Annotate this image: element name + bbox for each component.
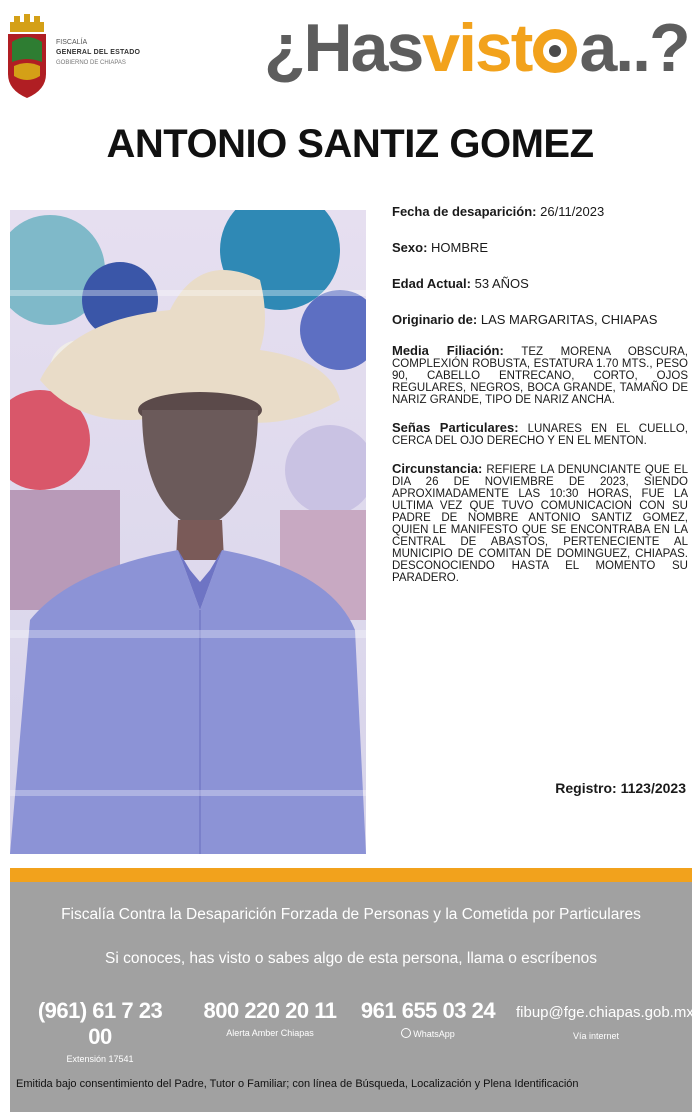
field-value: TEZ MORENA OBSCURA, COMPLEXIÓN ROBUSTA, ESTATURA 1.70 MTS., PESO 90, CABELLO ENTRECANO, CORTO, OJOS REGULARES, NEGROS, BOCA GRANDE, TAMAÑO DE NARIZ GRANDE, TIPO DE NARIZ ANCHA. xyxy=(392,346,688,406)
contact-sub: WhatsApp xyxy=(413,1029,455,1039)
contact-main: 800 220 20 11 xyxy=(203,998,337,1023)
contact-main: fibup@fge.chiapas.gob.mx xyxy=(516,1004,694,1021)
field-media-filiacion xyxy=(392,345,688,406)
chiapas-seal-icon xyxy=(4,12,50,100)
contact-main: (961) 61 7 23 00 xyxy=(37,998,163,1049)
field-originario xyxy=(392,313,688,327)
photo-illustration xyxy=(10,210,366,854)
field-value: 53 AÑOS xyxy=(474,276,529,291)
person-name: ANTONIO SANTIZ GOMEZ xyxy=(106,122,594,166)
field-senas xyxy=(392,422,688,447)
has-visto-logo xyxy=(264,8,694,88)
field-value: 26/11/2023 xyxy=(540,204,605,219)
contact-phone-amber[interactable] xyxy=(200,998,340,1038)
accent-bar xyxy=(10,868,692,882)
agency-line-3: GOBIERNO DE CHIAPAS xyxy=(56,60,126,66)
field-circunstancia xyxy=(392,463,688,584)
field-label: Circunstancia: xyxy=(392,461,483,476)
contact-sub: Extensión 17541 xyxy=(66,1054,134,1064)
agency-name xyxy=(56,38,140,68)
field-value: LAS MARGARITAS, CHIAPAS xyxy=(480,312,658,327)
contact-whatsapp[interactable] xyxy=(358,998,498,1039)
contact-sub-wrap xyxy=(358,1028,498,1039)
contact-main: 961 655 03 24 xyxy=(360,998,496,1023)
info-panel xyxy=(392,205,688,598)
field-edad xyxy=(392,277,688,291)
footer-call-to-action: Si conoces, has visto o sabes algo de esta persona, llama o escríbenos xyxy=(105,950,597,967)
field-value: LUNARES EN EL CUELLO, CERCA DEL OJO DERECHO Y EN EL MENTON. xyxy=(392,423,688,447)
field-fecha xyxy=(392,205,688,219)
logo-part-1: ¿Has xyxy=(264,10,423,86)
eye-icon xyxy=(533,29,577,73)
field-label: Media Filiación: xyxy=(392,343,504,358)
field-label: Originario de: xyxy=(392,312,478,327)
disclaimer: Emitida bajo consentimiento del Padre, Tutor o Familiar; con línea de Búsqueda, Localización y Plena Identificación xyxy=(16,1078,579,1090)
contact-sub: Vía internet xyxy=(572,1031,620,1041)
footer xyxy=(10,868,692,1112)
field-label: Sexo: xyxy=(392,240,428,255)
logo-part-3: a..? xyxy=(579,10,689,86)
whatsapp-icon xyxy=(401,1028,411,1038)
field-label: Edad Actual: xyxy=(392,276,471,291)
footer-agency-title: Fiscalía Contra la Desaparición Forzada de Personas y la Cometida por Particulares xyxy=(61,906,641,923)
contact-sub: Alerta Amber Chiapas xyxy=(226,1028,314,1038)
contact-email[interactable] xyxy=(516,1004,694,1041)
header xyxy=(0,0,700,110)
field-label: Fecha de desaparición: xyxy=(392,204,537,219)
field-label: Señas Particulares: xyxy=(392,420,519,435)
field-value: REFIERE LA DENUNCIANTE QUE EL DIA 26 DE NOVIEMBRE DE 2023, SIENDO APROXIMADAMENTE LAS 10:30 HORAS, FUE LA ULTIMA VEZ QUE TUVO COMUNICACION CON SU PADRE DE NOMBRE ANTONIO SANTIZ GOMEZ, QUIEN LE MANIFESTO QUE SE ENCONTRABA EN LA CENTRAL DE ABASTOS, PERTENECIENTE AL MUNICIPIO DE COMITAN DE DOMINGUEZ, CHIAPAS. DESCONOCIENDO HASTA EL MOMENTO SU PARADERO. xyxy=(392,464,688,584)
contact-phone-office[interactable] xyxy=(30,998,170,1064)
registro-number: Registro: 1123/2023 xyxy=(555,780,686,796)
logo-part-2: vist xyxy=(422,10,532,86)
person-photo xyxy=(10,210,366,854)
field-value: HOMBRE xyxy=(431,240,489,255)
agency-line-1: FISCALÍA xyxy=(56,39,88,46)
field-sexo xyxy=(392,241,688,255)
agency-line-2: GENERAL DEL ESTADO xyxy=(56,49,141,56)
